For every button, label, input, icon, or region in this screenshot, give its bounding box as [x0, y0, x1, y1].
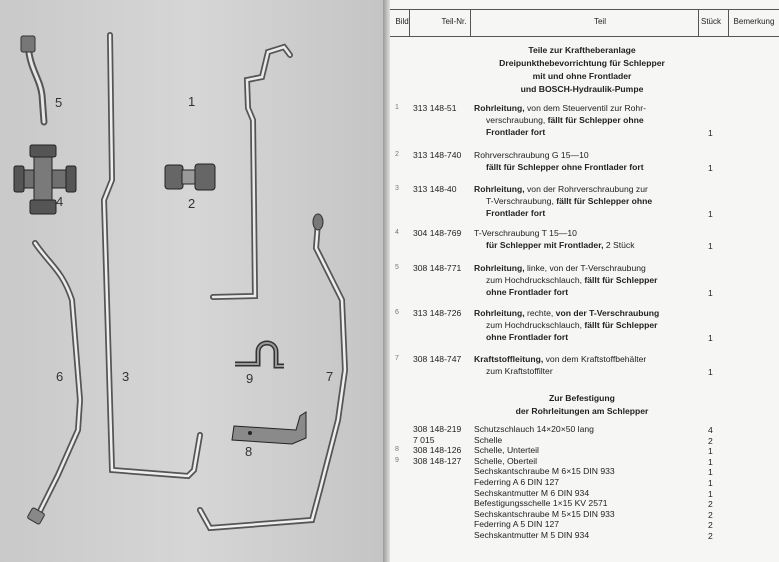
- pipe-5: [21, 36, 44, 122]
- fastener-description: Befestigungsschelle 1×15 KV 2571: [474, 498, 608, 509]
- entry-note: ohne Frontlader fort: [486, 332, 569, 342]
- figure-label: 5: [55, 95, 63, 110]
- union-fitting-2: [165, 164, 215, 190]
- figure-label: 8: [245, 444, 253, 459]
- entry-note: fällt für Schlepper ohne Frontlader fort: [486, 162, 644, 172]
- entry-part-number: 313 148-726: [413, 308, 462, 318]
- entry-title: Rohrleitung,: [474, 184, 525, 194]
- entry-note: ohne Frontlader fort: [486, 287, 569, 297]
- entry-text: von der Rohrverschraubung zur: [524, 184, 648, 194]
- entry-text: T-Verschraubung T 15—10: [474, 228, 577, 238]
- pipe-1: [213, 47, 290, 297]
- fastener-qty: 4: [708, 425, 713, 435]
- entry-text: linke, von der T-Verschraubung: [524, 263, 646, 273]
- entry-title: Rohrleitung,: [474, 103, 525, 113]
- pipe-6: [27, 243, 80, 525]
- entry-qty: 1: [708, 333, 713, 343]
- clamp-upper-9: [235, 343, 284, 366]
- entry-qty: 1: [708, 128, 713, 138]
- figure-label: 3: [122, 369, 130, 384]
- fastener-description: Sechskantmutter M 5 DIN 934: [474, 530, 590, 540]
- entry-part-number: 313 148-740: [413, 150, 462, 160]
- clamp-lower-8: [232, 412, 306, 444]
- heading-line: Dreipunkthebevorrichtung für Schlepper: [499, 58, 665, 68]
- fastener-description: Sechskantmutter M 6 DIN 934: [474, 487, 590, 498]
- figure-label: 2: [188, 196, 196, 211]
- col-bild: Bild: [395, 17, 409, 26]
- parts-illustration: [0, 0, 388, 562]
- fastener-description: Sechskantschraube M 5×15 DIN 933: [474, 508, 615, 519]
- heading-line: und BOSCH-Hydraulik-Pumpe: [520, 84, 644, 94]
- col-bemerkung: Bemerkung: [733, 17, 775, 26]
- fastener-part-number: 7 015: [413, 434, 435, 445]
- fastener-qty: 1: [708, 478, 713, 488]
- section-heading: [465, 44, 699, 96]
- entry-text: von der T-Verschraubung: [555, 308, 660, 318]
- entry-pos: 4: [395, 229, 399, 236]
- entry-text: rechte,: [524, 308, 556, 318]
- entry-part-number: 304 148-769: [413, 228, 462, 238]
- entry-title: Rohrleitung,: [474, 263, 525, 273]
- entry-text: von dem Steuerventil zur Rohr-: [524, 103, 646, 113]
- entry-pos: 3: [395, 185, 399, 192]
- entry-pos: 2: [395, 151, 399, 158]
- fastener-part-number: 308 148-127: [413, 455, 462, 466]
- figure-label: 1: [188, 94, 196, 109]
- entry-pos: 5: [395, 264, 399, 271]
- fastener-pos: 9: [395, 456, 399, 464]
- fastener-qty: 2: [708, 435, 713, 446]
- entry-text: 2 Stück: [603, 240, 635, 250]
- table-header: [390, 9, 779, 37]
- fastener-qty: 2: [708, 531, 713, 541]
- heading-line: Teile zur Kraftheberanlage: [528, 45, 636, 55]
- entry-text: zum Hochdruckschlauch,: [486, 320, 585, 330]
- heading-line: Zur Befestigung: [549, 393, 615, 403]
- section-heading: [465, 392, 699, 418]
- pipe-7: [200, 214, 345, 528]
- entry-text: zum Kraftstoffilter: [486, 366, 553, 376]
- col-teil: Teil: [593, 17, 606, 26]
- entry-note: Frontlader fort: [486, 127, 546, 137]
- figure-label: 4: [56, 194, 64, 209]
- t-fitting-4: [14, 145, 76, 214]
- entry-note: für Schlepper mit Frontlader,: [486, 240, 604, 250]
- fastener-pos: 8: [395, 446, 399, 454]
- entry-title: Kraftstoffleitung,: [474, 354, 544, 364]
- figure-label: 6: [56, 369, 64, 384]
- fastener-part-number: 308 148-219: [413, 424, 462, 434]
- entry-pos: 6: [395, 309, 399, 316]
- entry-text: zum Hochdruckschlauch,: [486, 275, 585, 285]
- fastener-part-number: 308 148-126: [413, 445, 462, 456]
- entry-qty: 1: [708, 241, 713, 251]
- fastener-qty: 1: [708, 456, 713, 467]
- col-stueck: Stück: [700, 17, 721, 26]
- col-teil-nr: Teil-Nr.: [441, 17, 467, 26]
- fastener-description: Federring A 5 DIN 127: [474, 519, 560, 530]
- entry-note: Frontlader fort: [486, 208, 546, 218]
- entry-note: fällt für Schlepper: [584, 320, 658, 330]
- entry-qty: 1: [708, 163, 713, 173]
- fastener-description: Schelle, Oberteil: [474, 455, 538, 466]
- figure-label: 9: [246, 371, 254, 386]
- fastener-qty: 1: [708, 446, 713, 457]
- entry-title: Rohrleitung,: [474, 308, 525, 318]
- fastener-qty: 2: [708, 499, 713, 510]
- fastener-description: Schutzschlauch 14×20×50 lang: [474, 424, 594, 434]
- entry-qty: 1: [708, 367, 713, 377]
- entry-qty: 1: [708, 209, 713, 219]
- entry-text: verschraubung,: [486, 115, 548, 125]
- fastener-qty: 1: [708, 488, 713, 499]
- entry-pos: 1: [395, 104, 399, 111]
- heading-line: der Rohrleitungen am Schlepper: [515, 406, 649, 416]
- entry-qty: 1: [708, 288, 713, 298]
- fastener-description: Federring A 6 DIN 127: [474, 477, 560, 487]
- entry-pos: 7: [395, 355, 399, 362]
- fastener-description: Schelle: [474, 434, 503, 445]
- entry-text: Rohrverschraubung G 15—10: [474, 150, 589, 160]
- fastener-qty: 2: [708, 520, 713, 531]
- entry-part-number: 308 148-747: [413, 354, 462, 364]
- entry-part-number: 313 148-51: [413, 103, 457, 113]
- entry-note: fällt für Schlepper ohne: [547, 115, 644, 125]
- heading-line: mit und ohne Frontlader: [532, 71, 632, 81]
- fastener-qty: 2: [708, 509, 713, 520]
- fastener-qty: 1: [708, 467, 713, 478]
- entry-part-number: 308 148-771: [413, 263, 462, 273]
- pipe-3: [104, 35, 200, 476]
- entry-note: fällt für Schlepper: [584, 275, 658, 285]
- entry-text: T-Verschraubung,: [486, 196, 557, 206]
- fastener-description: Sechskantschraube M 6×15 DIN 933: [474, 466, 615, 477]
- entry-text: von dem Kraftstoffbehälter: [543, 354, 647, 364]
- fastener-description: Schelle, Unterteil: [474, 445, 539, 456]
- figure-label: 7: [326, 369, 334, 384]
- entry-part-number: 313 148-40: [413, 184, 457, 194]
- entry-note: fällt für Schlepper ohne: [556, 196, 653, 206]
